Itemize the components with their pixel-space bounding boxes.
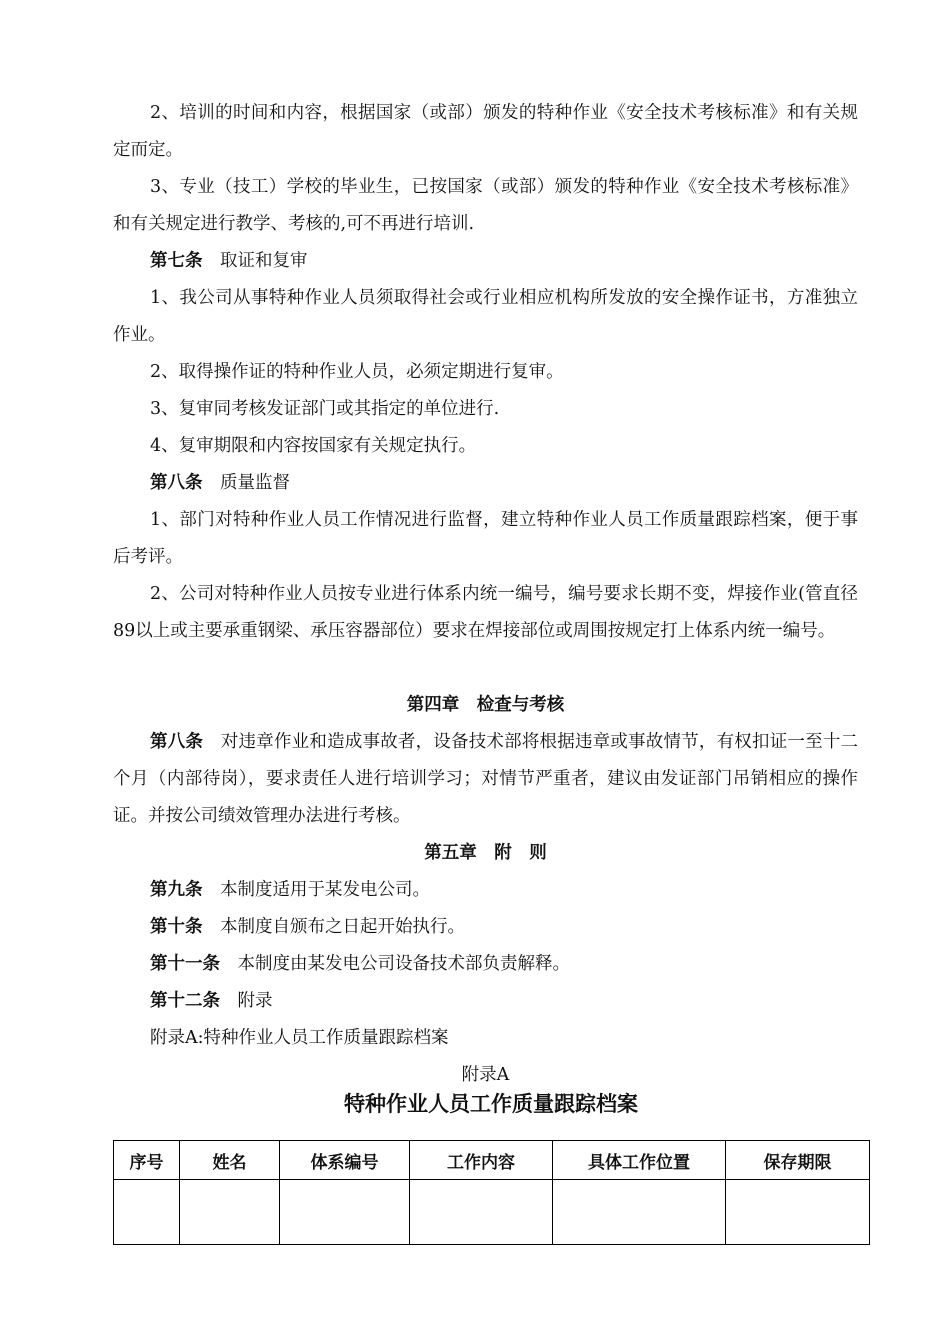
table-cell (410, 1180, 553, 1245)
table-row (114, 1180, 870, 1245)
table-header-row (114, 1141, 870, 1180)
column-header-retention: 保存期限 (726, 1141, 870, 1180)
article-7-heading (113, 243, 858, 280)
appendix-reference: 附录A:特种作业人员工作质量跟踪档案 (150, 1028, 449, 1048)
article-8-heading (113, 465, 858, 502)
table-cell (114, 1180, 180, 1245)
article-text: 对违章作业和造成事故者，设备技术部将根据违章或事故情节，有权扣证一至十二个月（内部待岗），要求责任人进行培训学习；对情节严重者，建议由发证部门吊销相应的操作证。并按公司绩效管理办法进行考核。 (113, 732, 859, 826)
article-text: 本制度由某发电公司设备技术部负责解释。 (237, 954, 570, 974)
article-title: 质量监督 (220, 473, 290, 493)
article-number: 第十二条 (150, 991, 220, 1011)
article-number: 第八条 (150, 473, 203, 493)
table-cell (280, 1180, 410, 1245)
chapter-4-heading: 第四章 检查与考核 (406, 695, 565, 715)
paragraph-training-time: 2、培训的时间和内容，根据国家（或部）颁发的特种作业《安全技术考核标准》和有关规定而定。 (113, 103, 858, 160)
chapter-5-heading: 第五章 附 则 (424, 843, 547, 863)
column-header-work-content: 工作内容 (410, 1141, 553, 1180)
article-8b (113, 724, 858, 835)
article-number: 第十条 (150, 917, 203, 937)
article-11 (113, 946, 858, 983)
paragraph-graduates: 3、专业（技工）学校的毕业生，已按国家（或部）颁发的特种作业《安全技术考核标准》和有关规定进行教学、考核的,可不再进行培训. (113, 177, 858, 234)
paragraph-a8-2: 2、公司对特种作业人员按专业进行体系内统一编号，编号要求长期不变，焊接作业(管直径89以上或主要承重钢梁、承压容器部位）要求在焊接部位或周围按规定打上体系内统一编号。 (113, 584, 858, 641)
paragraph-a7-1: 1、我公司从事特种作业人员须取得社会或行业相应机构所发放的安全操作证书，方准独立作业。 (113, 288, 858, 345)
paragraph-a7-2: 2、取得操作证的特种作业人员，必须定期进行复审。 (150, 362, 564, 382)
article-text: 本制度适用于某发电公司。 (220, 880, 430, 900)
column-header-serial: 序号 (114, 1141, 180, 1180)
table-cell (553, 1180, 726, 1245)
table-title: 特种作业人员工作质量跟踪档案 (344, 1092, 638, 1116)
article-title: 取证和复审 (220, 251, 308, 271)
paragraph-a8-1: 1、部门对特种作业人员工作情况进行监督，建立特种作业人员工作质量跟踪档案，便于事后考评。 (113, 510, 858, 567)
article-12 (113, 983, 858, 1020)
article-9 (113, 872, 858, 909)
tracking-table (113, 1140, 870, 1245)
article-number: 第八条 (150, 732, 204, 752)
column-header-work-location: 具体工作位置 (553, 1141, 726, 1180)
article-text: 本制度自颁布之日起开始执行。 (220, 917, 465, 937)
article-10 (113, 909, 858, 946)
article-text: 附录 (237, 991, 273, 1011)
article-number: 第十一条 (150, 954, 220, 974)
column-header-name: 姓名 (180, 1141, 280, 1180)
paragraph-a7-3: 3、复审同考核发证部门或其指定的单位进行. (150, 399, 500, 419)
article-number: 第九条 (150, 880, 203, 900)
table-cell (180, 1180, 280, 1245)
paragraph-a7-4: 4、复审期限和内容按国家有关规定执行。 (150, 436, 477, 456)
column-header-system-number: 体系编号 (280, 1141, 410, 1180)
article-number: 第七条 (150, 251, 203, 271)
table-cell (726, 1180, 870, 1245)
appendix-label: 附录A (461, 1065, 510, 1085)
